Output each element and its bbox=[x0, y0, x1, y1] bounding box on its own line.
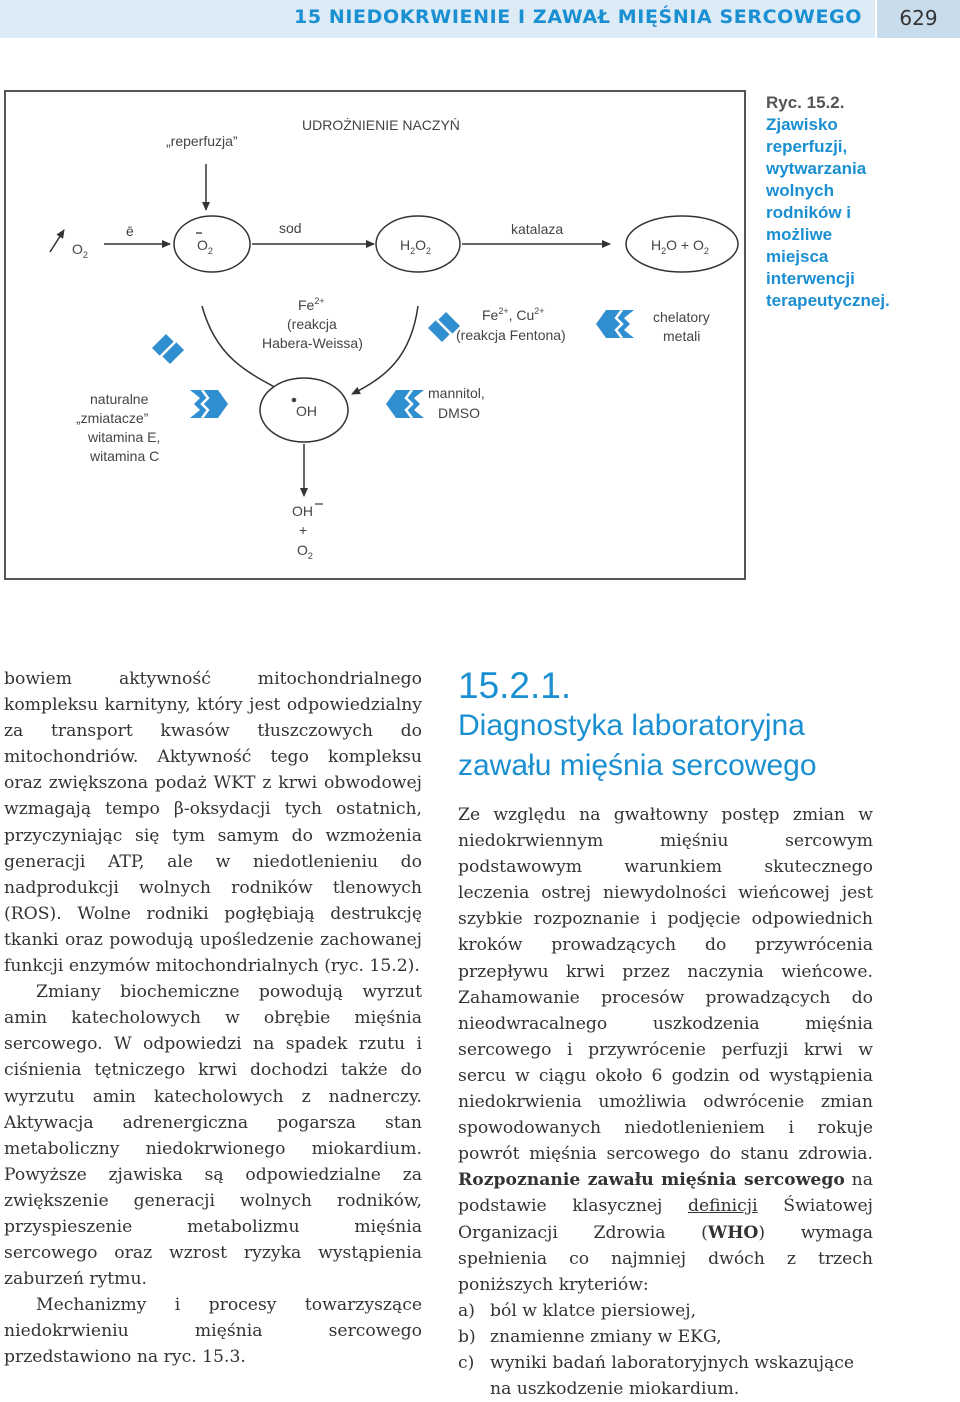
right-paragraph-1: Ze względu na gwałtowny postęp zmian w niedokrwiennym mięśniu sercowym podstawowym warunkiem skutecznego leczenia ostrej niewydolności wieńcowej jest szybkie rozpoznanie i podjęcie odpowiednich kroków prowadzących do przywrócenia przepływu krwi przez naczynia wieńcowe. Zahamowanie procesów prowadzących do nieodwracalnego uszkodzenia mięśnia sercowego i przywrócenie perfuzji krwi w sercu w ciągu około 6 godzin od wystąpienia niedokrwienia umożliwia odwrócenie zmian spowodowanych niedotlenieniem i rokuje powrót mięśnia sercowego do stanu zdrowia. Rozpoznanie zawału mięśnia sercowego na podstawie klasycznej definicji Światowej Organizacji Zdrowia (WHO) wymaga spełnienia co najmniej dwóch z trzech poniższych kryteriów: bbox=[458, 805, 873, 1295]
page-number-box bbox=[877, 0, 960, 38]
katalaza-label: katalaza bbox=[511, 221, 564, 237]
section-number: 15.2.1. bbox=[458, 665, 572, 706]
left-text-column bbox=[4, 666, 422, 1371]
oh-radical-label: OH bbox=[296, 403, 317, 419]
chelatory-1: chelatory bbox=[653, 309, 710, 325]
section-title: Diagnostyka laboratoryjna zawału mięśnia sercowego bbox=[458, 709, 817, 782]
naturalne-4: witamina C bbox=[90, 448, 160, 464]
blue-block-haber bbox=[152, 334, 184, 364]
fenton-2: (reakcja Fentona) bbox=[456, 327, 566, 343]
sod-label: sod bbox=[279, 220, 302, 236]
bold-diagnosis: Rozpoznanie zawału mięśnia sercowego bbox=[458, 1170, 845, 1191]
criterion-b: b) znamienne zmiany w EKG, bbox=[458, 1326, 722, 1347]
final-o2-label: $O_2$ bbox=[297, 542, 313, 561]
fe-haber-2: (reakcja bbox=[287, 316, 337, 332]
fe-haber-1: $Fe^{2+}$ bbox=[298, 296, 325, 313]
criterion-c: c) wyniki badań laboratoryjnych wskazujące na uszkodzenie miokardium. bbox=[458, 1352, 855, 1400]
fenton-1: $Fe^{2+}$, $Cu^{2+}$ bbox=[482, 306, 545, 323]
scavenger-block-right bbox=[386, 390, 424, 418]
definition-link[interactable]: definicji bbox=[687, 1196, 758, 1217]
superoxide-node bbox=[174, 216, 250, 272]
naturalne-1: naturalne bbox=[90, 391, 149, 407]
chelator-block-symbol bbox=[596, 310, 634, 338]
right-text-column bbox=[458, 666, 873, 1402]
scavenger-block-left bbox=[190, 390, 228, 418]
plus-label: + bbox=[299, 522, 308, 538]
page-number: 629 bbox=[899, 6, 938, 30]
left-paragraph-3: Mechanizmy i procesy towarzyszące niedokrwieniu mięśnia sercowego przedstawiono na ryc. 15.3. bbox=[4, 1295, 422, 1368]
reperfuzja-label: „reperfuzja” bbox=[166, 133, 238, 149]
naturalne-2: „zmiatacze” bbox=[76, 410, 149, 426]
radical-dot bbox=[292, 398, 297, 403]
h2o-o2-label: $H_2O + O_2$ bbox=[651, 237, 709, 256]
oh-minus-label: OH bbox=[292, 503, 313, 519]
figure-caption bbox=[766, 92, 890, 312]
o2-label: $O_2$ bbox=[72, 241, 88, 260]
fe-haber-3: Habera-Weissa) bbox=[262, 335, 363, 351]
superoxide-label: $O_2$ bbox=[197, 237, 213, 256]
criterion-a: a) ból w klatce piersiowej, bbox=[458, 1300, 697, 1321]
left-paragraph-2: Zmiany biochemiczne powodują wyrzut amin katecholowych w obrębie mięśnia sercowego. W odpowiedzi na spadek rzutu i ciśnienia tętniczego krwi dochodzi także do wyrzutu amin katecholowych z nadnerczy. Aktywacja adrenergiczna pogarsza stan metaboliczny niedokrwionego miokardium. Powyższe zjawiska są odpowiedzialne za zwiększenie generacji wolnych rodników, przyspieszenie metabolizmu mięśnia sercowego oraz wzrost ryzyka wystąpienia zaburzeń rytmu. bbox=[4, 982, 422, 1290]
caption-text: Zjawisko reperfuzji, wytwarzania wolnych rodników i możliwe miejsca interwencji terapeutycznej. bbox=[766, 115, 890, 310]
page-header bbox=[0, 0, 960, 38]
chelatory-2: metali bbox=[663, 328, 701, 344]
h2o2-label: $H_2O_2$ bbox=[400, 237, 432, 256]
left-paragraph-1: bowiem aktywność mitochondrialnego kompleksu karnityny, który jest odpowiedzialny za transport kwasów tłuszczowych do mitochondriów. Aktywność tego kompleksu oraz zwiększona podaż WKT z krwi obwodowej wzmagają tempo β-oksydacji tych ostatnich, przyczyniając się tym samym do wzmożenia generacji ATP, ale w niedotlenieniu do nadprodukcji wolnych rodników tlenowych (ROS). Wolne rodniki pogłębiają destrukcję tkanki oraz powodują upośledzenie zachowanej funkcji enzymów mitochondrialnych (ryc. 15.2). bbox=[4, 669, 422, 977]
reperfusion-diagram bbox=[6, 92, 748, 582]
naturalne-3: witamina E, bbox=[88, 429, 161, 445]
figure-reperfusion bbox=[4, 90, 746, 580]
udroznienie-label: UDROŻNIENIE NACZYŃ bbox=[302, 117, 460, 133]
chapter-title: 15 NIEDOKRWIENIE I ZAWAŁ MIĘŚNIA SERCOWEGO bbox=[294, 6, 862, 28]
caption-number: Ryc. 15.2. bbox=[766, 93, 845, 112]
electron-label: ē bbox=[126, 223, 134, 239]
who-abbrev: WHO bbox=[707, 1222, 759, 1243]
mannitol-1: mannitol, bbox=[428, 385, 485, 401]
mannitol-2: DMSO bbox=[438, 405, 480, 421]
input-arrow bbox=[50, 230, 64, 252]
